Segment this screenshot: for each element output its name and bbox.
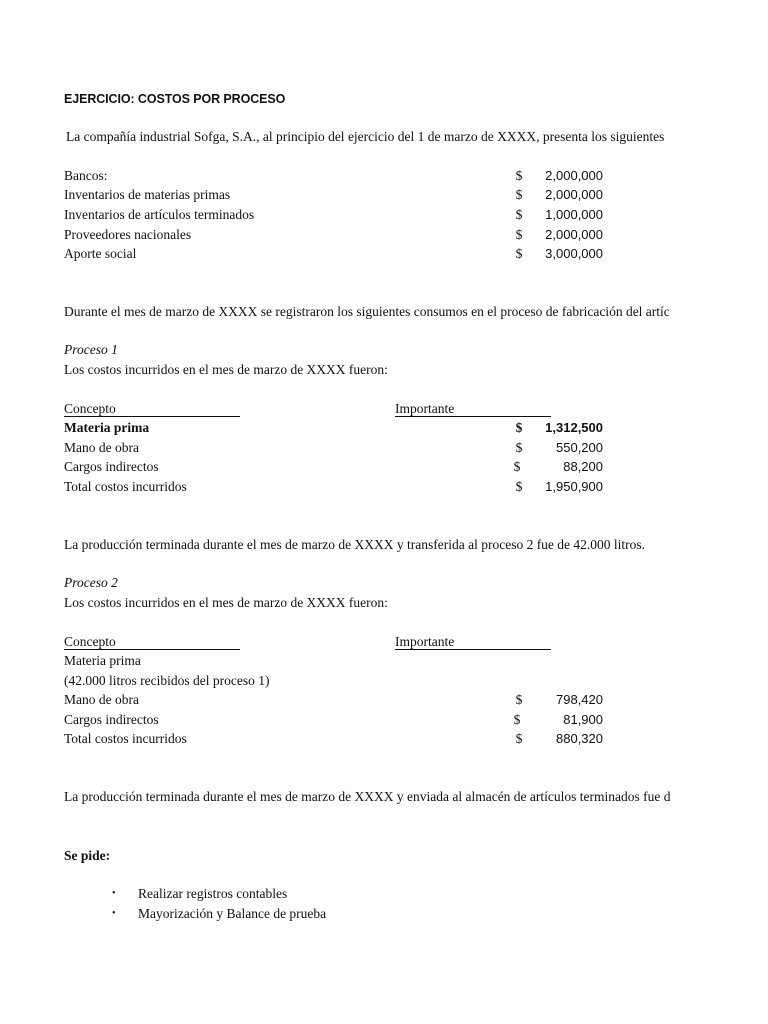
balance-currency: $ — [515, 246, 523, 261]
balance-amount: 1,000,000 — [545, 207, 603, 222]
process1-transfer-paragraph: La producción terminada durante el mes de marzo de XXXX y transferida al proceso 2 fue de 42.000 litros. — [64, 537, 646, 552]
process2-intro: Los costos incurridos en el mes de marzo de XXXX fueron: — [64, 595, 388, 610]
cost-row-currency: $ — [515, 420, 523, 435]
balance-label: Inventarios de artículos terminados — [64, 207, 255, 222]
balance-amount: 3,000,000 — [545, 246, 603, 261]
list-item: Mayorización y Balance de prueba — [138, 906, 327, 921]
concept-column-header: Concepto — [64, 402, 240, 417]
requested-heading: Se pide: — [64, 848, 111, 863]
process1-heading: Proceso 1 — [64, 342, 118, 357]
balance-label: Aporte social — [64, 246, 137, 261]
process1-header-concept — [64, 401, 240, 417]
cost-row-amount: 880,320 — [556, 731, 603, 746]
cost-row-currency: $ — [515, 479, 523, 494]
cost-row-currency: $ — [515, 731, 523, 746]
process2-header-amount — [395, 634, 551, 650]
cost-row-label: Total costos incurridos — [64, 731, 187, 746]
amount-column-header: Importante — [395, 635, 551, 650]
cost-row-label: Materia prima — [64, 420, 150, 435]
balance-amount: 2,000,000 — [545, 168, 603, 183]
balance-currency: $ — [515, 227, 523, 242]
cost-row-label: Cargos indirectos — [64, 712, 159, 727]
material-note: (42.000 litros recibidos del proceso 1) — [64, 673, 270, 688]
cost-row-amount: 88,200 — [563, 459, 603, 474]
concept-column-header: Concepto — [64, 635, 240, 650]
consumption-paragraph: Durante el mes de marzo de XXXX se registraron los siguientes consumos en el proceso de fabricación del artíc — [64, 304, 670, 319]
cost-row-amount: 1,312,500 — [545, 420, 603, 435]
cost-row-amount: 81,900 — [563, 712, 603, 727]
document-title: EJERCICIO: COSTOS POR PROCESO — [64, 92, 286, 106]
intro-paragraph: La compañía industrial Sofga, S.A., al principio del ejercicio del 1 de marzo de XXXX, presenta los siguientes — [66, 129, 665, 144]
cost-row-currency: $ — [515, 692, 523, 707]
process1-header-amount — [395, 401, 551, 417]
process2-heading: Proceso 2 — [64, 575, 118, 590]
balance-label: Proveedores nacionales — [64, 227, 192, 242]
cost-row-amount: 550,200 — [556, 440, 603, 455]
process1-intro: Los costos incurridos en el mes de marzo de XXXX fueron: — [64, 362, 388, 377]
bullet-icon: • — [112, 908, 116, 919]
balance-currency: $ — [515, 207, 523, 222]
cost-row-label: Total costos incurridos — [64, 479, 187, 494]
cost-row-label: Cargos indirectos — [64, 459, 159, 474]
process2-finished-paragraph: La producción terminada durante el mes de marzo de XXXX y enviada al almacén de artículos terminados fue d — [64, 789, 671, 804]
balance-label: Bancos: — [64, 168, 108, 183]
cost-row-currency: $ — [515, 440, 523, 455]
list-item: Realizar registros contables — [138, 886, 288, 901]
balance-label: Inventarios de materias primas — [64, 187, 231, 202]
cost-row-currency: $ — [513, 459, 521, 474]
cost-row-currency: $ — [513, 712, 521, 727]
cost-row-label: Mano de obra — [64, 692, 139, 707]
cost-row-label: Mano de obra — [64, 440, 139, 455]
material-label: Materia prima — [64, 653, 141, 668]
process2-header-concept — [64, 634, 240, 650]
balance-amount: 2,000,000 — [545, 227, 603, 242]
bullet-icon: • — [112, 888, 116, 899]
balance-currency: $ — [515, 187, 523, 202]
amount-column-header: Importante — [395, 402, 551, 417]
balance-currency: $ — [515, 168, 523, 183]
balance-amount: 2,000,000 — [545, 187, 603, 202]
cost-row-amount: 798,420 — [556, 692, 603, 707]
cost-row-amount: 1,950,900 — [545, 479, 603, 494]
